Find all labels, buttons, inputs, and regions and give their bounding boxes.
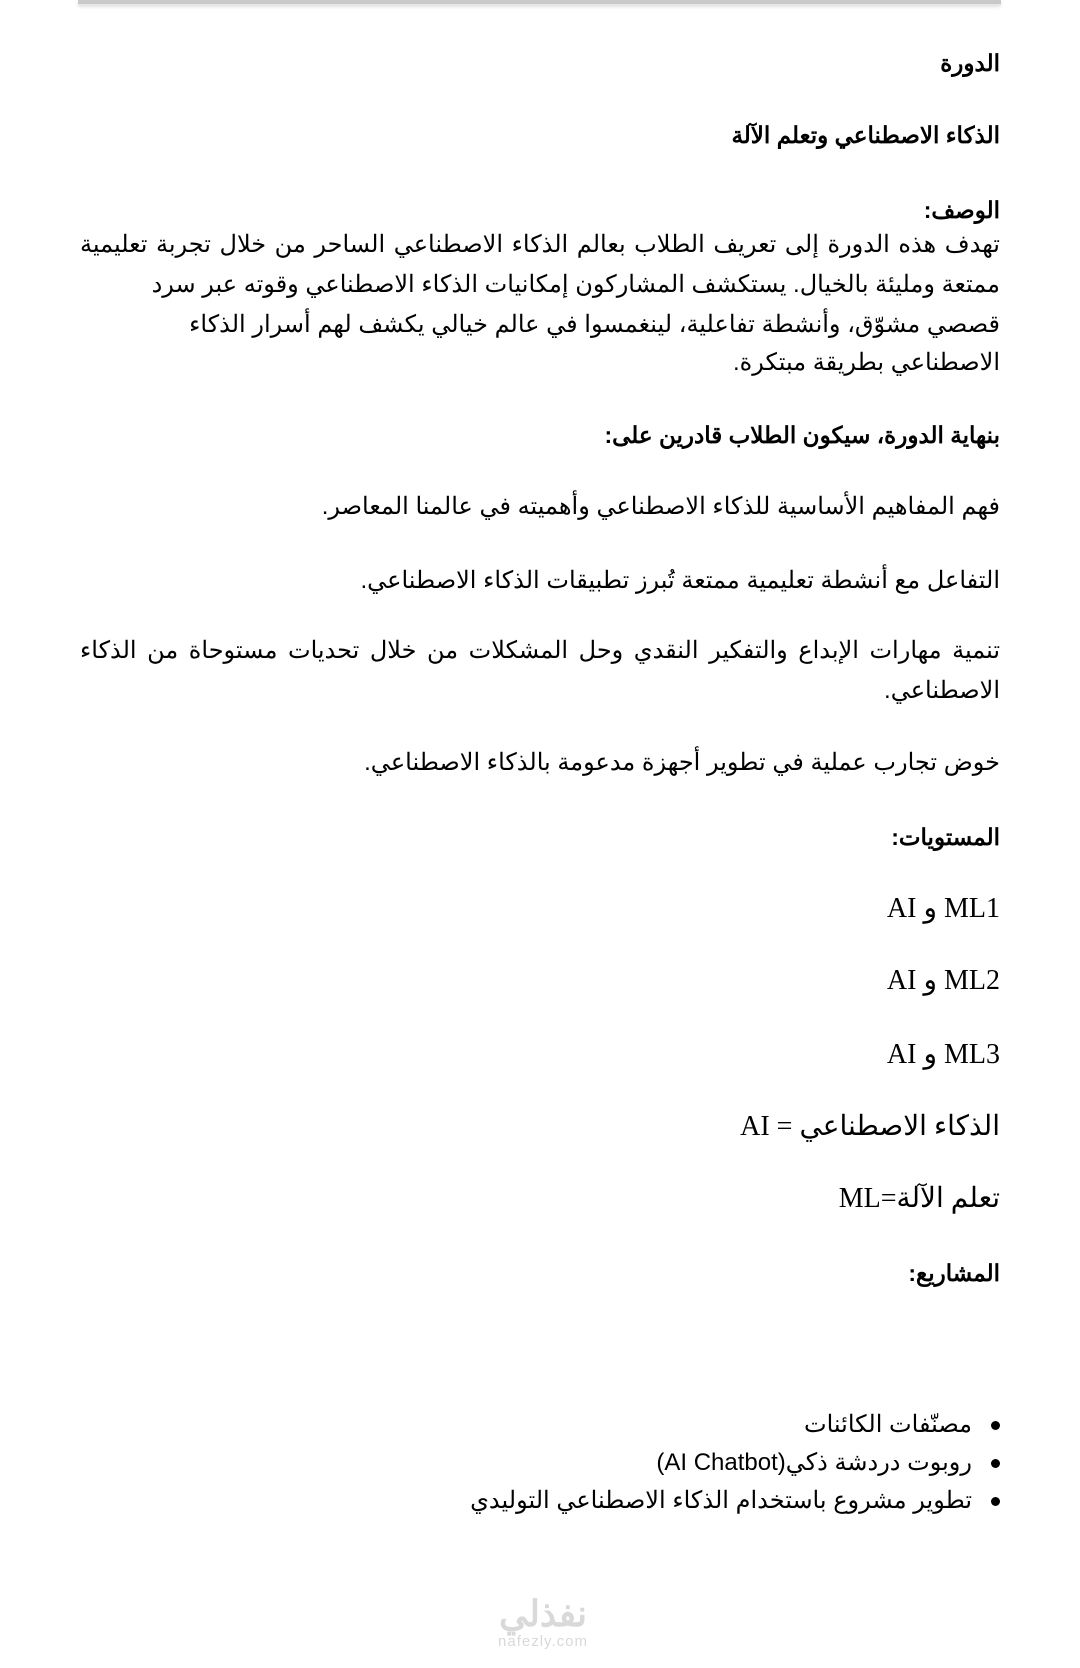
outcome-item: خوض تجارب عملية في تطوير أجهزة مدعومة بالذكاء الاصطناعي.: [364, 749, 1000, 776]
outcome-item-continued: الاصطناعي.: [884, 677, 1000, 704]
projects-list: [470, 1406, 1000, 1520]
description-heading: الوصف:: [923, 197, 1000, 223]
page-top-edge: [78, 0, 1001, 5]
definition-ml: ML=تعلم الآلة: [838, 1183, 1000, 1214]
levels-heading: المستويات:: [891, 824, 1000, 850]
description-line: تهدف هذه الدورة إلى تعريف الطلاب بعالم الذكاء الاصطناعي الساحر من خلال تجربة تعليمية: [80, 231, 1000, 258]
outcome-item: فهم المفاهيم الأساسية للذكاء الاصطناعي وأهميته في عالمنا المعاصر.: [321, 493, 1000, 520]
bullet-icon: [991, 1421, 1000, 1430]
outcome-item: تنمية مهارات الإبداع والتفكير النقدي وحل المشكلات من خلال تحديات مستوحاة من الذكاء: [80, 637, 1000, 664]
description-line: ممتعة ومليئة بالخيال. يستكشف المشاركون إمكانيات الذكاء الاصطناعي وقوته عبر سرد: [151, 271, 1000, 298]
course-title: الذكاء الاصطناعي وتعلم الآلة: [731, 122, 1000, 148]
outcome-item: التفاعل مع أنشطة تعليمية ممتعة تُبرز تطبيقات الذكاء الاصطناعي.: [360, 567, 1000, 594]
bullet-icon: [991, 1497, 1000, 1506]
outcomes-heading: بنهاية الدورة، سيكون الطلاب قادرين على:: [604, 422, 1000, 448]
watermark-arabic: نفذلي: [498, 1593, 588, 1634]
level-item: AI و ML3: [886, 1039, 1000, 1070]
projects-heading: المشاريع:: [908, 1260, 1000, 1286]
project-item: مصنّفات الكائنات: [470, 1406, 1000, 1444]
level-item: AI و ML2: [886, 965, 1000, 996]
level-item: AI و ML1: [886, 893, 1000, 924]
nafezly-watermark: [478, 1595, 608, 1651]
project-item: روبوت دردشة ذكي(AI Chatbot): [470, 1444, 1000, 1482]
description-line: قصصي مشوّق، وأنشطة تفاعلية، لينغمسوا في عالم خيالي يكشف لهم أسرار الذكاء: [189, 311, 1000, 338]
project-item: تطوير مشروع باستخدام الذكاء الاصطناعي التوليدي: [470, 1482, 1000, 1520]
bullet-icon: [991, 1459, 1000, 1468]
definition-ai: AI = الذكاء الاصطناعي: [740, 1111, 1000, 1142]
course-label: الدورة: [940, 50, 1000, 76]
watermark-domain: nafezly.com: [498, 1633, 588, 1650]
description-line: الاصطناعي بطريقة مبتكرة.: [732, 349, 1000, 376]
